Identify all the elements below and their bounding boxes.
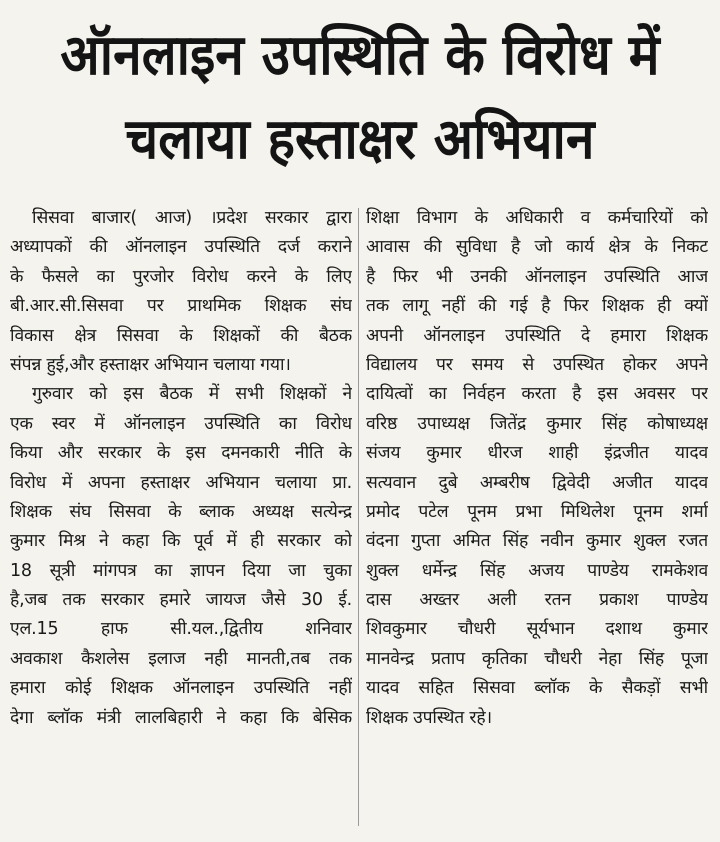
body-text-line: है,जब तक सरकार हमारे जायज जैसे 30 ई. [10, 590, 352, 611]
headline [0, 14, 720, 182]
body-text-line: संपन्न हुई,और हस्ताक्षर अभियान चलाया गया। [10, 354, 291, 375]
body-text-line: शिक्षक संघ सिसवा के ब्लाक अध्यक्ष सत्येन्द्र [10, 501, 352, 522]
body-text-line: गुरुवार को इस बैठक में सभी शिक्षकों ने [32, 384, 352, 405]
body-text-line: बी.आर.सी.सिसवा पर प्राथमिक शिक्षक संघ [10, 296, 352, 317]
body-text-line: अपनी ऑनलाइन उपस्थिति दे हमारा शिक्षक [366, 325, 708, 346]
body-text-line: 18 सूत्री मांगपत्र का ज्ञापन दिया जा चुका [10, 560, 352, 581]
body-text-line: एक स्वर में ऑनलाइन उपस्थिति का विरोध [10, 413, 352, 434]
body-text-line: यादव सहित सिसवा ब्लॉक के सैकड़ों सभी [366, 678, 708, 699]
body-text-line: के फैसले का पुरजोर विरोध करने के लिए [10, 266, 352, 287]
body-text-line: तक लागू नहीं की गई है फिर शिक्षक ही क्यों [366, 296, 708, 317]
body-text-line: विद्यालय पर समय से उपस्थित होकर अपने [366, 354, 708, 375]
body-text-line: अध्यापकों की ऑनलाइन उपस्थिति दर्ज कराने [10, 237, 352, 258]
body-text-line: वरिष्ठ उपाध्यक्ष जितेंद्र कुमार सिंह कोषाध्यक्ष [366, 413, 708, 434]
right-column [366, 204, 708, 733]
body-text-line: शुक्ल धर्मेन्द्र सिंह अजय पाण्डेय रामकेशव [366, 560, 708, 581]
body-text-line: प्रमोद पटेल पूनम प्रभा मिथिलेश पूनम शर्मा [366, 501, 708, 522]
headline-line-2: चलाया हस्ताक्षर अभियान [125, 107, 595, 172]
body-text-line: मानवेन्द्र प्रताप कृतिका चौधरी नेहा सिंह पूजा [366, 648, 708, 669]
body-text-line: सत्यवान दुबे अम्बरीष द्विवेदी अजीत यादव [366, 472, 708, 493]
left-column [10, 204, 352, 733]
body-text-line: वंदना गुप्ता अमित सिंह नवीन कुमार शुक्ल रजत [366, 531, 708, 552]
column-divider [358, 208, 359, 826]
body-text-line: दास अख्तर अली रतन प्रकाश पाण्डेय [366, 590, 708, 611]
body-text-line: एल.15 हाफ सी.यल.,द्वितीय शनिवार [10, 619, 352, 640]
body-text-line: अवकाश कैशलेस इलाज नही मानती,तब तक [10, 648, 352, 669]
body-text-line: है फिर भी उनकी ऑनलाइन उपस्थिति आज [366, 266, 708, 287]
article-body [10, 204, 710, 836]
body-text-line: हमारा कोई शिक्षक ऑनलाइन उपस्थिति नहीं [10, 678, 352, 699]
body-text-line: शिक्षक उपस्थित रहे। [366, 707, 492, 728]
body-text-line: आवास की सुविधा है जो कार्य क्षेत्र के निकट [366, 237, 708, 258]
body-text-line: शिक्षा विभाग के अधिकारी व कर्मचारियों को [366, 208, 708, 228]
headline-line-1: ऑनलाइन उपस्थिति के विरोध में [60, 23, 660, 88]
body-text-line: सिसवा बाजार( आज) ।प्रदेश सरकार द्वारा [32, 208, 352, 228]
body-text-line: शिवकुमार चौधरी सूर्यभान दशाथ कुमार [366, 619, 708, 640]
body-text-line: संजय कुमार धीरज शाही इंद्रजीत यादव [366, 443, 708, 464]
body-text-line: विरोध में अपना हस्ताक्षर अभियान चलाया प्रा. [10, 472, 352, 493]
body-text-line: विकास क्षेत्र सिसवा के शिक्षकों की बैठक [10, 325, 352, 346]
body-text-line: दायित्वों का निर्वहन करता है इस अवसर पर [366, 384, 708, 405]
body-text-line: कुमार मिश्र ने कहा कि पूर्व में ही सरकार को [10, 531, 352, 552]
body-text-line: किया और सरकार के इस दमनकारी नीति के [10, 443, 352, 464]
body-text-line: देगा ब्लॉक मंत्री लालबिहारी ने कहा कि बेसिक [10, 707, 352, 728]
